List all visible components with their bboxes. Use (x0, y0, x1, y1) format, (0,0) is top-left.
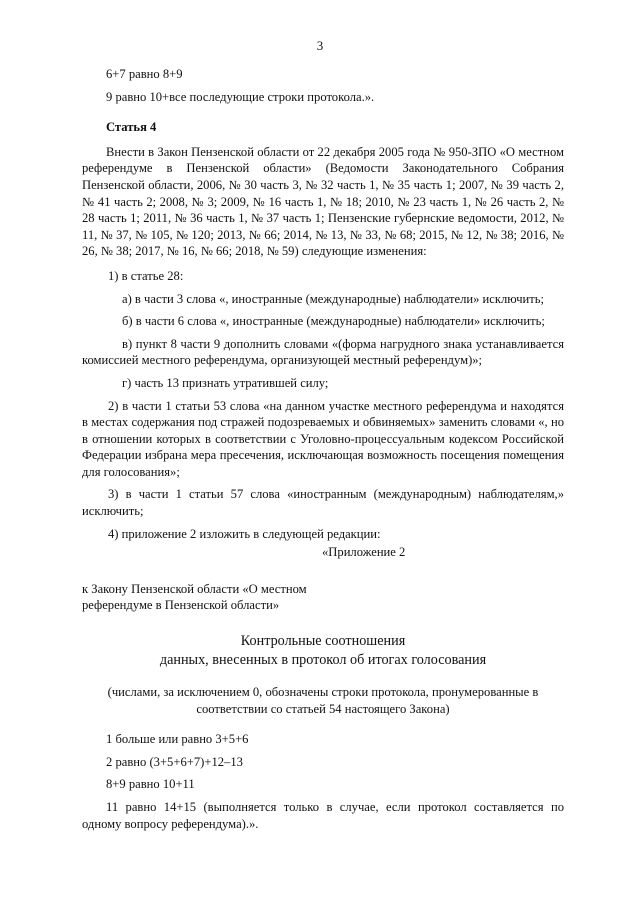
section-title-line-2: данных, внесенных в протокол об итогах голосования (159, 652, 487, 669)
item-1-a: а) в части 3 слова «, иностранные (международные) наблюдатели» исключить; (122, 291, 545, 306)
item-1-d: г) часть 13 признать утратившей силу; (122, 375, 329, 390)
section-title-line-1: Контрольные соотношения (240, 633, 406, 650)
section-title (82, 632, 564, 670)
appendix-title: «Приложение 2 (322, 545, 406, 560)
item-1: 1) в статье 28: (108, 268, 184, 283)
protocol-line-1: 6+7 равно 8+9 (106, 67, 183, 81)
appendix-ref-line-1: к Закону Пензенской области «О местном (82, 581, 307, 596)
formula-1: 1 больше или равно 3+5+6 (106, 732, 249, 747)
section-note-line-2: соответствии со статьей 54 настоящего Закона) (196, 701, 450, 716)
section-note (82, 684, 564, 717)
item-1-b: б) в части 6 слова «, иностранные (международные) наблюдатели» исключить; (122, 314, 545, 329)
formula-2: 2 равно (3+5+6+7)+12–13 (106, 754, 243, 769)
appendix-reference (82, 581, 332, 614)
article-intro: Внести в Закон Пензенской области от 22 декабря 2005 года № 950-ЗПО «О местном референдуме в Пензенской области» (Ведомости Законодательного Собрания Пензенской области, 2006, № 30 часть 3, № 32 часть 1, № 35 часть 1; 2007, № 39 часть 2, № 41 часть 2; 2008, № 3; 2009, № 16 часть 1, № 18; 2010, № 23 часть 1, № 26 часть 2, № 28 часть 1; 2011, № 36 часть 1, № 37 часть 1; Пензенские губернские ведомости, 2012, № 11, № 37, № 105, № 120; 2013, № 66; 2014, № 13, № 33, № 68; 2015, № 12, № 38; 2016, № 26, № 38; 2017, № 16, № 66; 2018, № 59) следующие изменения: (82, 144, 564, 259)
article-title: Статья 4 (106, 120, 157, 135)
formula-3: 8+9 равно 10+11 (106, 777, 195, 792)
appendix-ref-line-2: референдуме в Пензенской области» (82, 598, 280, 613)
document-content (82, 66, 564, 838)
protocol-line-2: 9 равно 10+все последующие строки протокола.». (106, 89, 375, 104)
item-4: 4) приложение 2 изложить в следующей редакции: (108, 526, 381, 541)
item-1-c: в) пункт 8 части 9 дополнить словами «(форма нагрудного знака устанавливается комиссией местного референдума, организующей местный референдум)»; (82, 336, 564, 368)
section-note-line-1: (числами, за исключением 0, обозначены строки протокола, пронумерованные в (107, 685, 539, 700)
item-3: 3) в части 1 статьи 57 слова «иностранным (международным) наблюдателям,» исключить; (82, 487, 564, 519)
page-number: 3 (316, 38, 324, 53)
formula-4: 11 равно 14+15 (выполняется только в случае, если протокол составляется по одному вопросу референдума).». (82, 800, 564, 831)
item-2: 2) в части 1 статьи 53 слова «на данном участке местного референдума и находятся в местах содержания под стражей подозреваемых и обвиняемых» заменить словами «, но в отношении которых в соответствии с Уголовно-процессуальным кодексом Российской Федерации избрана мера пресечения, исключающая возможность посещения помещения для голосования»; (82, 398, 564, 479)
